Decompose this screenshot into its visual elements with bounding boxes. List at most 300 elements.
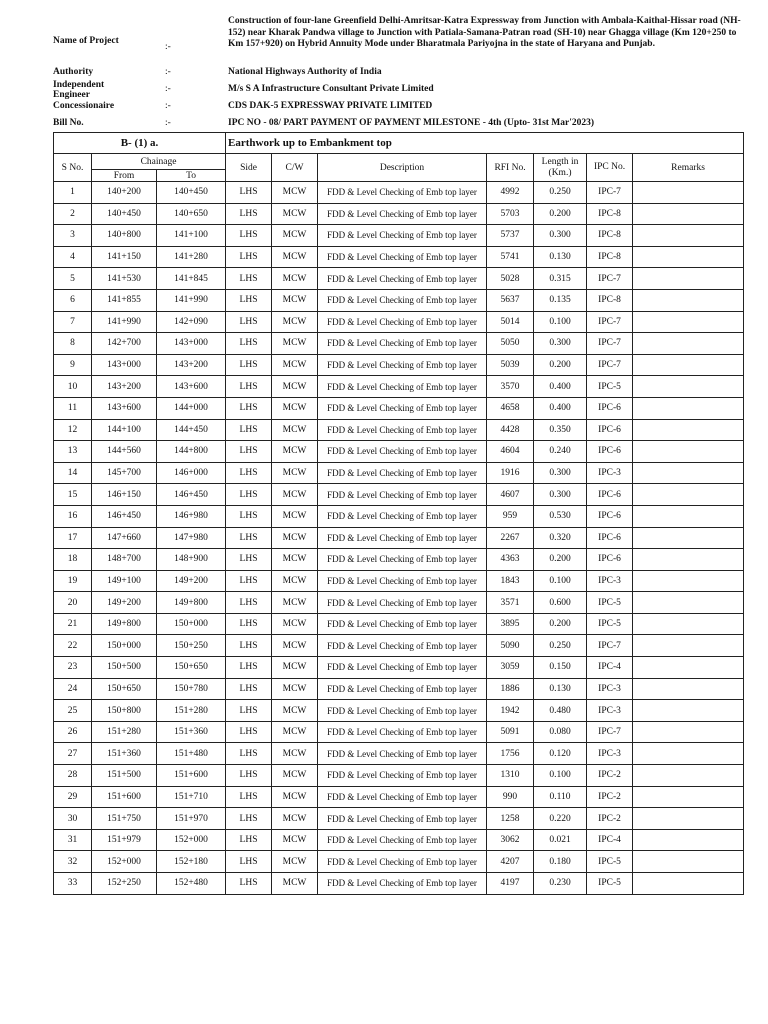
col-side: Side: [226, 154, 272, 182]
cell-description: FDD & Level Checking of Emb top layer: [318, 657, 487, 679]
col-description: Description: [318, 154, 487, 182]
cell-sno: 5: [54, 268, 92, 290]
cell-side: LHS: [226, 419, 272, 441]
cell-remarks: [633, 397, 744, 419]
cell-description: FDD & Level Checking of Emb top layer: [318, 721, 487, 743]
cell-cw: MCW: [272, 441, 318, 463]
cell-remarks: [633, 527, 744, 549]
col-ipc: IPC No.: [587, 154, 633, 182]
cell-rfi: 4607: [487, 484, 534, 506]
cell-side: LHS: [226, 808, 272, 830]
cell-description: FDD & Level Checking of Emb top layer: [318, 462, 487, 484]
col-length: Length in (Km.): [534, 154, 587, 182]
cell-cw: MCW: [272, 657, 318, 679]
cell-remarks: [633, 376, 744, 398]
cell-description: FDD & Level Checking of Emb top layer: [318, 613, 487, 635]
cell-side: LHS: [226, 851, 272, 873]
cell-side: LHS: [226, 225, 272, 247]
cell-length: 0.150: [534, 657, 587, 679]
cell-side: LHS: [226, 721, 272, 743]
cell-sno: 20: [54, 592, 92, 614]
cell-cw: MCW: [272, 289, 318, 311]
cell-from: 151+360: [92, 743, 157, 765]
cell-from: 151+600: [92, 786, 157, 808]
concessionaire-value: CDS DAK-5 EXPRESSWAY PRIVATE LIMITED: [228, 101, 433, 111]
project-label: Name of Project: [53, 36, 119, 46]
cell-rfi: 3895: [487, 613, 534, 635]
section-code: B- (1) a.: [54, 133, 226, 154]
cell-remarks: [633, 289, 744, 311]
cell-length: 0.100: [534, 570, 587, 592]
cell-ipc: IPC-6: [587, 397, 633, 419]
cell-remarks: [633, 246, 744, 268]
cell-to: 152+000: [157, 829, 226, 851]
cell-ipc: IPC-3: [587, 462, 633, 484]
cell-to: 151+970: [157, 808, 226, 830]
cell-rfi: 4604: [487, 441, 534, 463]
cell-ipc: IPC-6: [587, 484, 633, 506]
cell-from: 140+450: [92, 203, 157, 225]
cell-ipc: IPC-7: [587, 635, 633, 657]
cell-sno: 1: [54, 182, 92, 204]
colon: :-: [165, 67, 171, 77]
cell-from: 141+150: [92, 246, 157, 268]
cell-remarks: [633, 721, 744, 743]
cell-ipc: IPC-7: [587, 268, 633, 290]
cell-to: 141+100: [157, 225, 226, 247]
cell-cw: MCW: [272, 700, 318, 722]
cell-length: 0.200: [534, 549, 587, 571]
cell-description: FDD & Level Checking of Emb top layer: [318, 786, 487, 808]
cell-length: 0.530: [534, 505, 587, 527]
cell-from: 151+979: [92, 829, 157, 851]
cell-remarks: [633, 333, 744, 355]
cell-length: 0.200: [534, 613, 587, 635]
cell-ipc: IPC-6: [587, 505, 633, 527]
cell-ipc: IPC-2: [587, 765, 633, 787]
table-row: [54, 505, 744, 527]
cell-cw: MCW: [272, 268, 318, 290]
cell-length: 0.400: [534, 376, 587, 398]
cell-length: 0.130: [534, 678, 587, 700]
table-row: [54, 419, 744, 441]
table-row: [54, 721, 744, 743]
col-from: From: [92, 170, 157, 182]
cell-ipc: IPC-5: [587, 873, 633, 895]
table-row: [54, 700, 744, 722]
cell-ipc: IPC-7: [587, 333, 633, 355]
cell-length: 0.400: [534, 397, 587, 419]
cell-to: 144+800: [157, 441, 226, 463]
cell-from: 150+800: [92, 700, 157, 722]
cell-ipc: IPC-3: [587, 743, 633, 765]
cell-rfi: 4428: [487, 419, 534, 441]
cell-side: LHS: [226, 527, 272, 549]
cell-ipc: IPC-4: [587, 657, 633, 679]
cell-to: 141+990: [157, 289, 226, 311]
cell-side: LHS: [226, 441, 272, 463]
cell-description: FDD & Level Checking of Emb top layer: [318, 635, 487, 657]
cell-cw: MCW: [272, 873, 318, 895]
cell-to: 151+360: [157, 721, 226, 743]
section-title: Earthwork up to Embankment top: [226, 133, 744, 154]
table-row: [54, 333, 744, 355]
cell-cw: MCW: [272, 182, 318, 204]
cell-remarks: [633, 311, 744, 333]
cell-ipc: IPC-5: [587, 376, 633, 398]
table-row: [54, 592, 744, 614]
authority-row: [53, 67, 743, 79]
cell-cw: MCW: [272, 397, 318, 419]
cell-from: 150+650: [92, 678, 157, 700]
cell-from: 152+250: [92, 873, 157, 895]
table-row: [54, 743, 744, 765]
concessionaire-row: [53, 101, 743, 113]
cell-length: 0.300: [534, 484, 587, 506]
cell-cw: MCW: [272, 743, 318, 765]
cell-to: 151+480: [157, 743, 226, 765]
cell-ipc: IPC-4: [587, 829, 633, 851]
cell-description: FDD & Level Checking of Emb top layer: [318, 419, 487, 441]
cell-to: 150+780: [157, 678, 226, 700]
cell-sno: 14: [54, 462, 92, 484]
cell-sno: 32: [54, 851, 92, 873]
cell-remarks: [633, 873, 744, 895]
cell-description: FDD & Level Checking of Emb top layer: [318, 182, 487, 204]
cell-ipc: IPC-2: [587, 808, 633, 830]
cell-description: FDD & Level Checking of Emb top layer: [318, 743, 487, 765]
cell-description: FDD & Level Checking of Emb top layer: [318, 246, 487, 268]
authority-label: Authority: [53, 67, 94, 77]
col-rfi: RFI No.: [487, 154, 534, 182]
cell-length: 0.240: [534, 441, 587, 463]
cell-to: 150+650: [157, 657, 226, 679]
cell-remarks: [633, 657, 744, 679]
cell-side: LHS: [226, 700, 272, 722]
table-row: [54, 203, 744, 225]
table-row: [54, 397, 744, 419]
table-row: [54, 289, 744, 311]
cell-side: LHS: [226, 484, 272, 506]
cell-cw: MCW: [272, 225, 318, 247]
cell-cw: MCW: [272, 570, 318, 592]
cell-side: LHS: [226, 397, 272, 419]
cell-to: 151+280: [157, 700, 226, 722]
cell-ipc: IPC-6: [587, 419, 633, 441]
cell-description: FDD & Level Checking of Emb top layer: [318, 808, 487, 830]
cell-from: 151+750: [92, 808, 157, 830]
section-header: [54, 133, 744, 154]
table-row: [54, 527, 744, 549]
cell-rfi: 5090: [487, 635, 534, 657]
cell-side: LHS: [226, 765, 272, 787]
cell-rfi: 959: [487, 505, 534, 527]
cell-from: 141+530: [92, 268, 157, 290]
cell-to: 148+900: [157, 549, 226, 571]
cell-sno: 16: [54, 505, 92, 527]
cell-cw: MCW: [272, 333, 318, 355]
cell-length: 0.120: [534, 743, 587, 765]
cell-rfi: 5028: [487, 268, 534, 290]
cell-cw: MCW: [272, 527, 318, 549]
cell-sno: 2: [54, 203, 92, 225]
cell-cw: MCW: [272, 484, 318, 506]
cell-description: FDD & Level Checking of Emb top layer: [318, 311, 487, 333]
cell-length: 0.135: [534, 289, 587, 311]
cell-remarks: [633, 182, 744, 204]
cell-from: 151+500: [92, 765, 157, 787]
cell-remarks: [633, 613, 744, 635]
cell-sno: 13: [54, 441, 92, 463]
cell-remarks: [633, 829, 744, 851]
cell-from: 144+100: [92, 419, 157, 441]
table-row: [54, 549, 744, 571]
cell-ipc: IPC-8: [587, 246, 633, 268]
cell-from: 140+200: [92, 182, 157, 204]
cell-length: 0.300: [534, 333, 587, 355]
cell-description: FDD & Level Checking of Emb top layer: [318, 570, 487, 592]
cell-to: 144+000: [157, 397, 226, 419]
cell-side: LHS: [226, 657, 272, 679]
cell-rfi: 1258: [487, 808, 534, 830]
cell-length: 0.320: [534, 527, 587, 549]
cell-description: FDD & Level Checking of Emb top layer: [318, 829, 487, 851]
cell-sno: 27: [54, 743, 92, 765]
cell-to: 149+200: [157, 570, 226, 592]
cell-ipc: IPC-6: [587, 441, 633, 463]
cell-side: LHS: [226, 786, 272, 808]
cell-sno: 6: [54, 289, 92, 311]
cell-side: LHS: [226, 333, 272, 355]
bill-value: IPC NO - 08/ PART PAYMENT OF PAYMENT MILESTONE - 4th (Upto- 31st Mar'2023): [228, 118, 595, 128]
cell-rfi: 1756: [487, 743, 534, 765]
cell-from: 143+200: [92, 376, 157, 398]
cell-ipc: IPC-7: [587, 311, 633, 333]
cell-side: LHS: [226, 203, 272, 225]
cell-rfi: 5741: [487, 246, 534, 268]
cell-rfi: 4658: [487, 397, 534, 419]
cell-rfi: 4207: [487, 851, 534, 873]
cell-from: 144+560: [92, 441, 157, 463]
cell-ipc: IPC-5: [587, 592, 633, 614]
cell-length: 0.300: [534, 225, 587, 247]
cell-cw: MCW: [272, 786, 318, 808]
cell-rfi: 5703: [487, 203, 534, 225]
cell-side: LHS: [226, 678, 272, 700]
table-row: [54, 182, 744, 204]
col-to: To: [157, 170, 226, 182]
bill-row: [53, 118, 743, 130]
cell-description: FDD & Level Checking of Emb top layer: [318, 333, 487, 355]
bill-label: Bill No.: [53, 118, 84, 128]
engineer-row: [53, 79, 743, 99]
cell-remarks: [633, 786, 744, 808]
cell-description: FDD & Level Checking of Emb top layer: [318, 527, 487, 549]
cell-remarks: [633, 484, 744, 506]
table-row: [54, 873, 744, 895]
cell-cw: MCW: [272, 376, 318, 398]
cell-rfi: 5039: [487, 354, 534, 376]
cell-to: 142+090: [157, 311, 226, 333]
cell-ipc: IPC-5: [587, 851, 633, 873]
cell-rfi: 4197: [487, 873, 534, 895]
table-row: [54, 376, 744, 398]
cell-ipc: IPC-6: [587, 527, 633, 549]
cell-from: 148+700: [92, 549, 157, 571]
cell-to: 144+450: [157, 419, 226, 441]
cell-to: 146+000: [157, 462, 226, 484]
cell-to: 146+450: [157, 484, 226, 506]
cell-sno: 10: [54, 376, 92, 398]
cell-sno: 24: [54, 678, 92, 700]
cell-rfi: 3571: [487, 592, 534, 614]
colon: :-: [165, 84, 171, 94]
cell-description: FDD & Level Checking of Emb top layer: [318, 765, 487, 787]
cell-cw: MCW: [272, 311, 318, 333]
cell-description: FDD & Level Checking of Emb top layer: [318, 678, 487, 700]
cell-to: 143+200: [157, 354, 226, 376]
cell-rfi: 1942: [487, 700, 534, 722]
cell-length: 0.230: [534, 873, 587, 895]
cell-from: 149+100: [92, 570, 157, 592]
cell-length: 0.480: [534, 700, 587, 722]
cell-side: LHS: [226, 268, 272, 290]
cell-sno: 23: [54, 657, 92, 679]
concessionaire-label: Concessionaire: [53, 101, 115, 111]
cell-ipc: IPC-7: [587, 182, 633, 204]
cell-remarks: [633, 700, 744, 722]
cell-remarks: [633, 570, 744, 592]
cell-description: FDD & Level Checking of Emb top layer: [318, 505, 487, 527]
colon: :-: [165, 42, 171, 52]
cell-sno: 31: [54, 829, 92, 851]
cell-cw: MCW: [272, 635, 318, 657]
cell-sno: 18: [54, 549, 92, 571]
cell-cw: MCW: [272, 851, 318, 873]
cell-cw: MCW: [272, 354, 318, 376]
cell-to: 147+980: [157, 527, 226, 549]
cell-side: LHS: [226, 246, 272, 268]
cell-side: LHS: [226, 873, 272, 895]
col-remarks: Remarks: [633, 154, 744, 182]
cell-sno: 8: [54, 333, 92, 355]
cell-ipc: IPC-7: [587, 721, 633, 743]
authority-value: National Highways Authority of India: [228, 67, 382, 77]
cell-from: 149+800: [92, 613, 157, 635]
measurement-table: [53, 132, 744, 895]
project-row: [53, 16, 743, 70]
cell-length: 0.021: [534, 829, 587, 851]
cell-length: 0.250: [534, 635, 587, 657]
cell-cw: MCW: [272, 808, 318, 830]
cell-from: 143+600: [92, 397, 157, 419]
table-row: [54, 311, 744, 333]
project-value: Construction of four-lane Greenfield Delhi-Amritsar-Katra Expressway from Junction with Ambala-Kaithal-Hissar road (NH-152) near Kharak Pandwa village to Junction with Patiala-Samana-Patran road (SH-10) near Ghagga village (Km 120+250 to Km 157+920) on Hybrid Annuity Mode under Bharatmala Pariyojna in the state of Haryana and Punjab.: [228, 16, 741, 49]
cell-side: LHS: [226, 505, 272, 527]
cell-to: 140+450: [157, 182, 226, 204]
cell-sno: 30: [54, 808, 92, 830]
cell-sno: 25: [54, 700, 92, 722]
cell-rfi: 5014: [487, 311, 534, 333]
cell-side: LHS: [226, 549, 272, 571]
cell-sno: 19: [54, 570, 92, 592]
engineer-value: M/s S A Infrastructure Consultant Private Limited: [228, 84, 434, 94]
table-row: [54, 765, 744, 787]
cell-ipc: IPC-3: [587, 678, 633, 700]
cell-to: 143+000: [157, 333, 226, 355]
cell-remarks: [633, 441, 744, 463]
cell-sno: 26: [54, 721, 92, 743]
cell-sno: 29: [54, 786, 92, 808]
col-sno: S No.: [54, 154, 92, 182]
cell-remarks: [633, 419, 744, 441]
cell-rfi: 1843: [487, 570, 534, 592]
cell-description: FDD & Level Checking of Emb top layer: [318, 484, 487, 506]
cell-rfi: 5050: [487, 333, 534, 355]
col-cw: C/W: [272, 154, 318, 182]
cell-ipc: IPC-8: [587, 289, 633, 311]
cell-length: 0.200: [534, 354, 587, 376]
cell-description: FDD & Level Checking of Emb top layer: [318, 873, 487, 895]
cell-description: FDD & Level Checking of Emb top layer: [318, 700, 487, 722]
cell-rfi: 1310: [487, 765, 534, 787]
table-row: [54, 268, 744, 290]
cell-cw: MCW: [272, 505, 318, 527]
cell-side: LHS: [226, 570, 272, 592]
cell-side: LHS: [226, 613, 272, 635]
cell-ipc: IPC-2: [587, 786, 633, 808]
cell-length: 0.250: [534, 182, 587, 204]
table-row: [54, 786, 744, 808]
col-chainage: Chainage: [92, 154, 226, 170]
cell-length: 0.100: [534, 765, 587, 787]
cell-length: 0.600: [534, 592, 587, 614]
table-row: [54, 484, 744, 506]
cell-remarks: [633, 354, 744, 376]
cell-cw: MCW: [272, 462, 318, 484]
cell-from: 150+000: [92, 635, 157, 657]
cell-cw: MCW: [272, 549, 318, 571]
cell-description: FDD & Level Checking of Emb top layer: [318, 397, 487, 419]
cell-cw: MCW: [272, 592, 318, 614]
table-row: [54, 246, 744, 268]
cell-sno: 33: [54, 873, 92, 895]
cell-from: 146+450: [92, 505, 157, 527]
table-row: [54, 808, 744, 830]
cell-description: FDD & Level Checking of Emb top layer: [318, 268, 487, 290]
cell-side: LHS: [226, 592, 272, 614]
cell-remarks: [633, 462, 744, 484]
cell-from: 143+000: [92, 354, 157, 376]
cell-remarks: [633, 635, 744, 657]
cell-length: 0.200: [534, 203, 587, 225]
cell-from: 152+000: [92, 851, 157, 873]
cell-to: 141+280: [157, 246, 226, 268]
table-row: [54, 635, 744, 657]
cell-description: FDD & Level Checking of Emb top layer: [318, 441, 487, 463]
cell-remarks: [633, 549, 744, 571]
cell-remarks: [633, 203, 744, 225]
cell-rfi: 3059: [487, 657, 534, 679]
cell-cw: MCW: [272, 419, 318, 441]
cell-to: 152+480: [157, 873, 226, 895]
cell-sno: 15: [54, 484, 92, 506]
table-body: [54, 182, 744, 895]
table-row: [54, 225, 744, 247]
cell-to: 146+980: [157, 505, 226, 527]
table-row: [54, 851, 744, 873]
cell-ipc: IPC-7: [587, 354, 633, 376]
